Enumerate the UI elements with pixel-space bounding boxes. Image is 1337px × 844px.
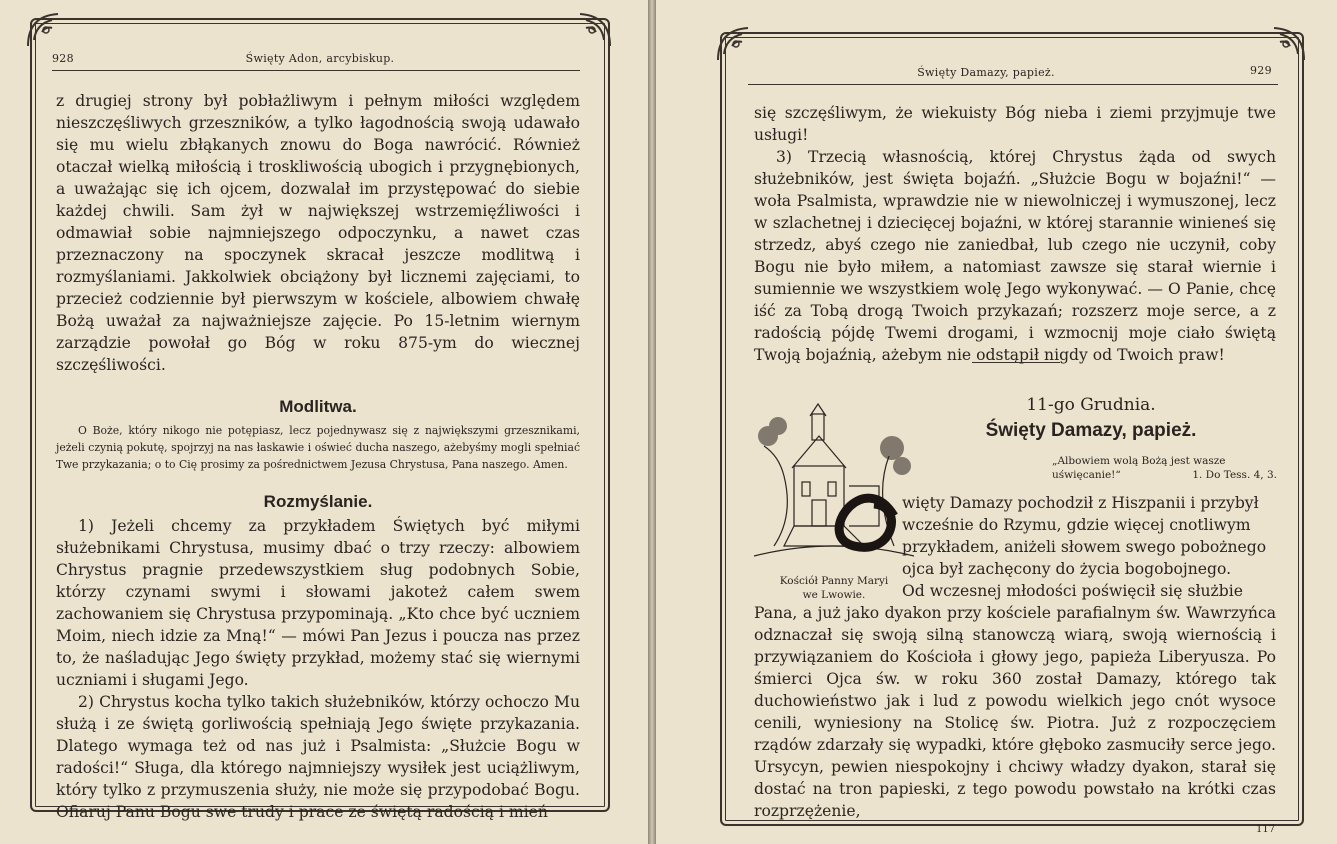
dropcap-line: Od wczesnej młodości poświęcił się służbie <box>902 582 1243 600</box>
dropcap-line: więty Damazy pochodził z Hiszpanii i przybył <box>902 494 1259 512</box>
prayer-heading: Modlitwa. <box>279 397 357 416</box>
illustration-caption <box>754 574 914 602</box>
church-illustration-icon <box>754 396 914 568</box>
corner-ornament-icon <box>24 10 64 50</box>
paragraph: się szczęśliwym, że wiekuisty Bóg nieba i ziemi przyjmuje twe usługi! <box>754 104 1276 144</box>
paragraph: z drugiej strony był pobłażliwym i pełnym miłości względem nieszczęśliwych grzeszników, a tylko łagodnością swoją udawało się mu wielu zbłąkanych znowu do Boga nawrócić. Również otaczał wielką miłością i troskliwością ubogich i przygnębionych, a uważając się ich ojcem, dozwalał im przystępować do siebie każdej chwili. Sam żył w największej wstrzemięźliwości i odmawiał sobie najmniejszego odpoczynku, a nawet czas przeznaczony na spoczynek skracał jeszcze modlitwą i rozmyślaniami. Jakkolwiek obciążony był licznemi zajęciami, to przecież codziennie był pierwszym w kościele, albowiem chwałę Bożą uważał za najważniejsze zajęcie. Po 15-letnim wiernym zarządzie powołał go Bóg w roku 875-ym do wiecznej szczęśliwości. <box>56 92 580 374</box>
date-heading: 11-go Grudnia. <box>1026 395 1156 415</box>
saint-heading: Święty Damazy, papież. <box>985 420 1197 441</box>
motto <box>1052 454 1277 482</box>
meditation-point-3: 3) Trzecią własnością, której Chrystus żąda od swych służebników, jest święta bojaźń. „Służcie Bogu w bojaźni!“ — woła Psalmista, wprawdzie nie w niewolniczej i wymuszonej, lecz w szlachetnej i dziecięcej bojaźni, w której starannie winieneś się strzedz, abyś czego nie zaniedbał, lub czego nie uczynił, coby Bogu nie było miłem, a natomiast zawsze się starał wiernie i sumiennie we wszystkiem wolę Jego wykonywać. — O Panie, chcę iść za Tobą drogą Twoich przykazań; rozszerz moje serce, a z radością pójdę Twemi drogami, i wzmocnij moje ciało świętą Twoją bojaźnią, ażebym nie odstąpił nigdy od Twoich praw! <box>754 148 1276 364</box>
page-number: 928 <box>52 52 74 65</box>
meditation-point-1: 1) Jeżeli chcemy za przykładem Świętych być miłymi służebnikami Chrystusa, musimy dbać o trzy rzeczy: albowiem Chrystus pragnie przedewszystkiem sług podobnych Sobie, którzy czynami swymi i słowami jakoteż całem swem zachowaniem się Chrystusa przypominają. „Kto chce być uczniem Moim, niech idzie za Mną!“ — mówi Pan Jezus i poucza nas przez to, że naśladując Jego święty przykład, możemy stać się wiernymi uczniami i sługami Jego. <box>56 517 580 689</box>
dropcap-paragraph <box>902 492 1276 602</box>
left-text-block <box>56 90 580 823</box>
meditation-point-2: 2) Chrystus kocha tylko takich służebników, którzy ochoczo Mu służą i ze świętą gorliwością spełniają Jego święte przykazania. Dlatego wymaga też od nas już i Psalmista: „Służcie Bogu w radości!“ Sługa, dla którego najmniejszy wysiłek jest uciążliwym, który tylko z przymuszenia służy, nie może się przypodobać Bogu. Ofiaruj Panu Bogu swe trudy i prace ze świętą radością i mień <box>56 693 580 821</box>
running-title: Święty Adon, arcybiskup. <box>245 52 395 65</box>
corner-ornament-icon <box>1268 24 1308 64</box>
running-title: Święty Damazy, papież. <box>917 66 1055 79</box>
motto-text: „Albowiem wolą Bożą jest wasze uświęcanie!“ <box>1052 455 1226 481</box>
dropcap-line: ojca był zachęcony do życia bogobojnego. <box>902 560 1232 578</box>
dropcap-line: przykładem, aniżeli słowem swego pobożnego <box>902 538 1267 556</box>
sheet-number: 117 <box>1256 824 1276 835</box>
section-divider <box>972 362 1060 363</box>
right-page <box>656 0 1337 844</box>
caption-line: we Lwowie. <box>802 589 866 601</box>
caption-line: Kościół Panny Maryi <box>779 575 889 587</box>
book-gutter <box>648 0 656 844</box>
prayer-text: O Boże, który nikogo nie potępiasz, lecz pojednywasz się z największymi grzesznikami, jeżeli czynią pokutę, spojrzyj na nas łaskawie i oświeć ducha naszego, ażebyśmy mogli spełniać Twe przykazania; o to Cię prosimy za pośrednictwem Jezusa Chrystusa, Pana naszego. Amen. <box>56 424 580 471</box>
paragraph: Pana, a już jako dyakon przy kościele parafialnym św. Wawrzyńca odznaczał się swoją silną stanowczą wiarą, swoją wiernością i przywiązaniem do Kościoła i głowy jego, papieża Liberyusza. Po śmierci Ojca św. w roku 360 został Damazy, którego tak duchowieństwo jak i lud z powodu wielkich jego cnót wysoce cenili, wyniesiony na Stolicę św. Piotra. Już z rozpoczęciem rządów zdarzały się wypadki, które głęboko zasmuciły serce jego. Ursycyn, pewien niespokojny i chciwy władzy dyakon, starał się dostać na tron papieski, z tego powodu powstało na krótki czas rozprzężenie, <box>754 604 1276 820</box>
header-rule <box>748 84 1278 85</box>
right-text-block-bottom <box>754 602 1276 822</box>
left-page <box>0 0 648 844</box>
meditation-heading: Rozmyślanie. <box>263 492 373 511</box>
header-rule <box>52 70 580 71</box>
corner-ornament-icon <box>714 24 754 64</box>
dropcap-line: wcześnie do Rzymu, gdzie więcej cnotliwym <box>902 516 1251 534</box>
motto-reference: 1. Do Tess. 4, 3. <box>1192 469 1277 481</box>
page-number: 929 <box>1250 64 1272 77</box>
right-text-block-top <box>754 102 1276 366</box>
corner-ornament-icon <box>574 10 614 50</box>
